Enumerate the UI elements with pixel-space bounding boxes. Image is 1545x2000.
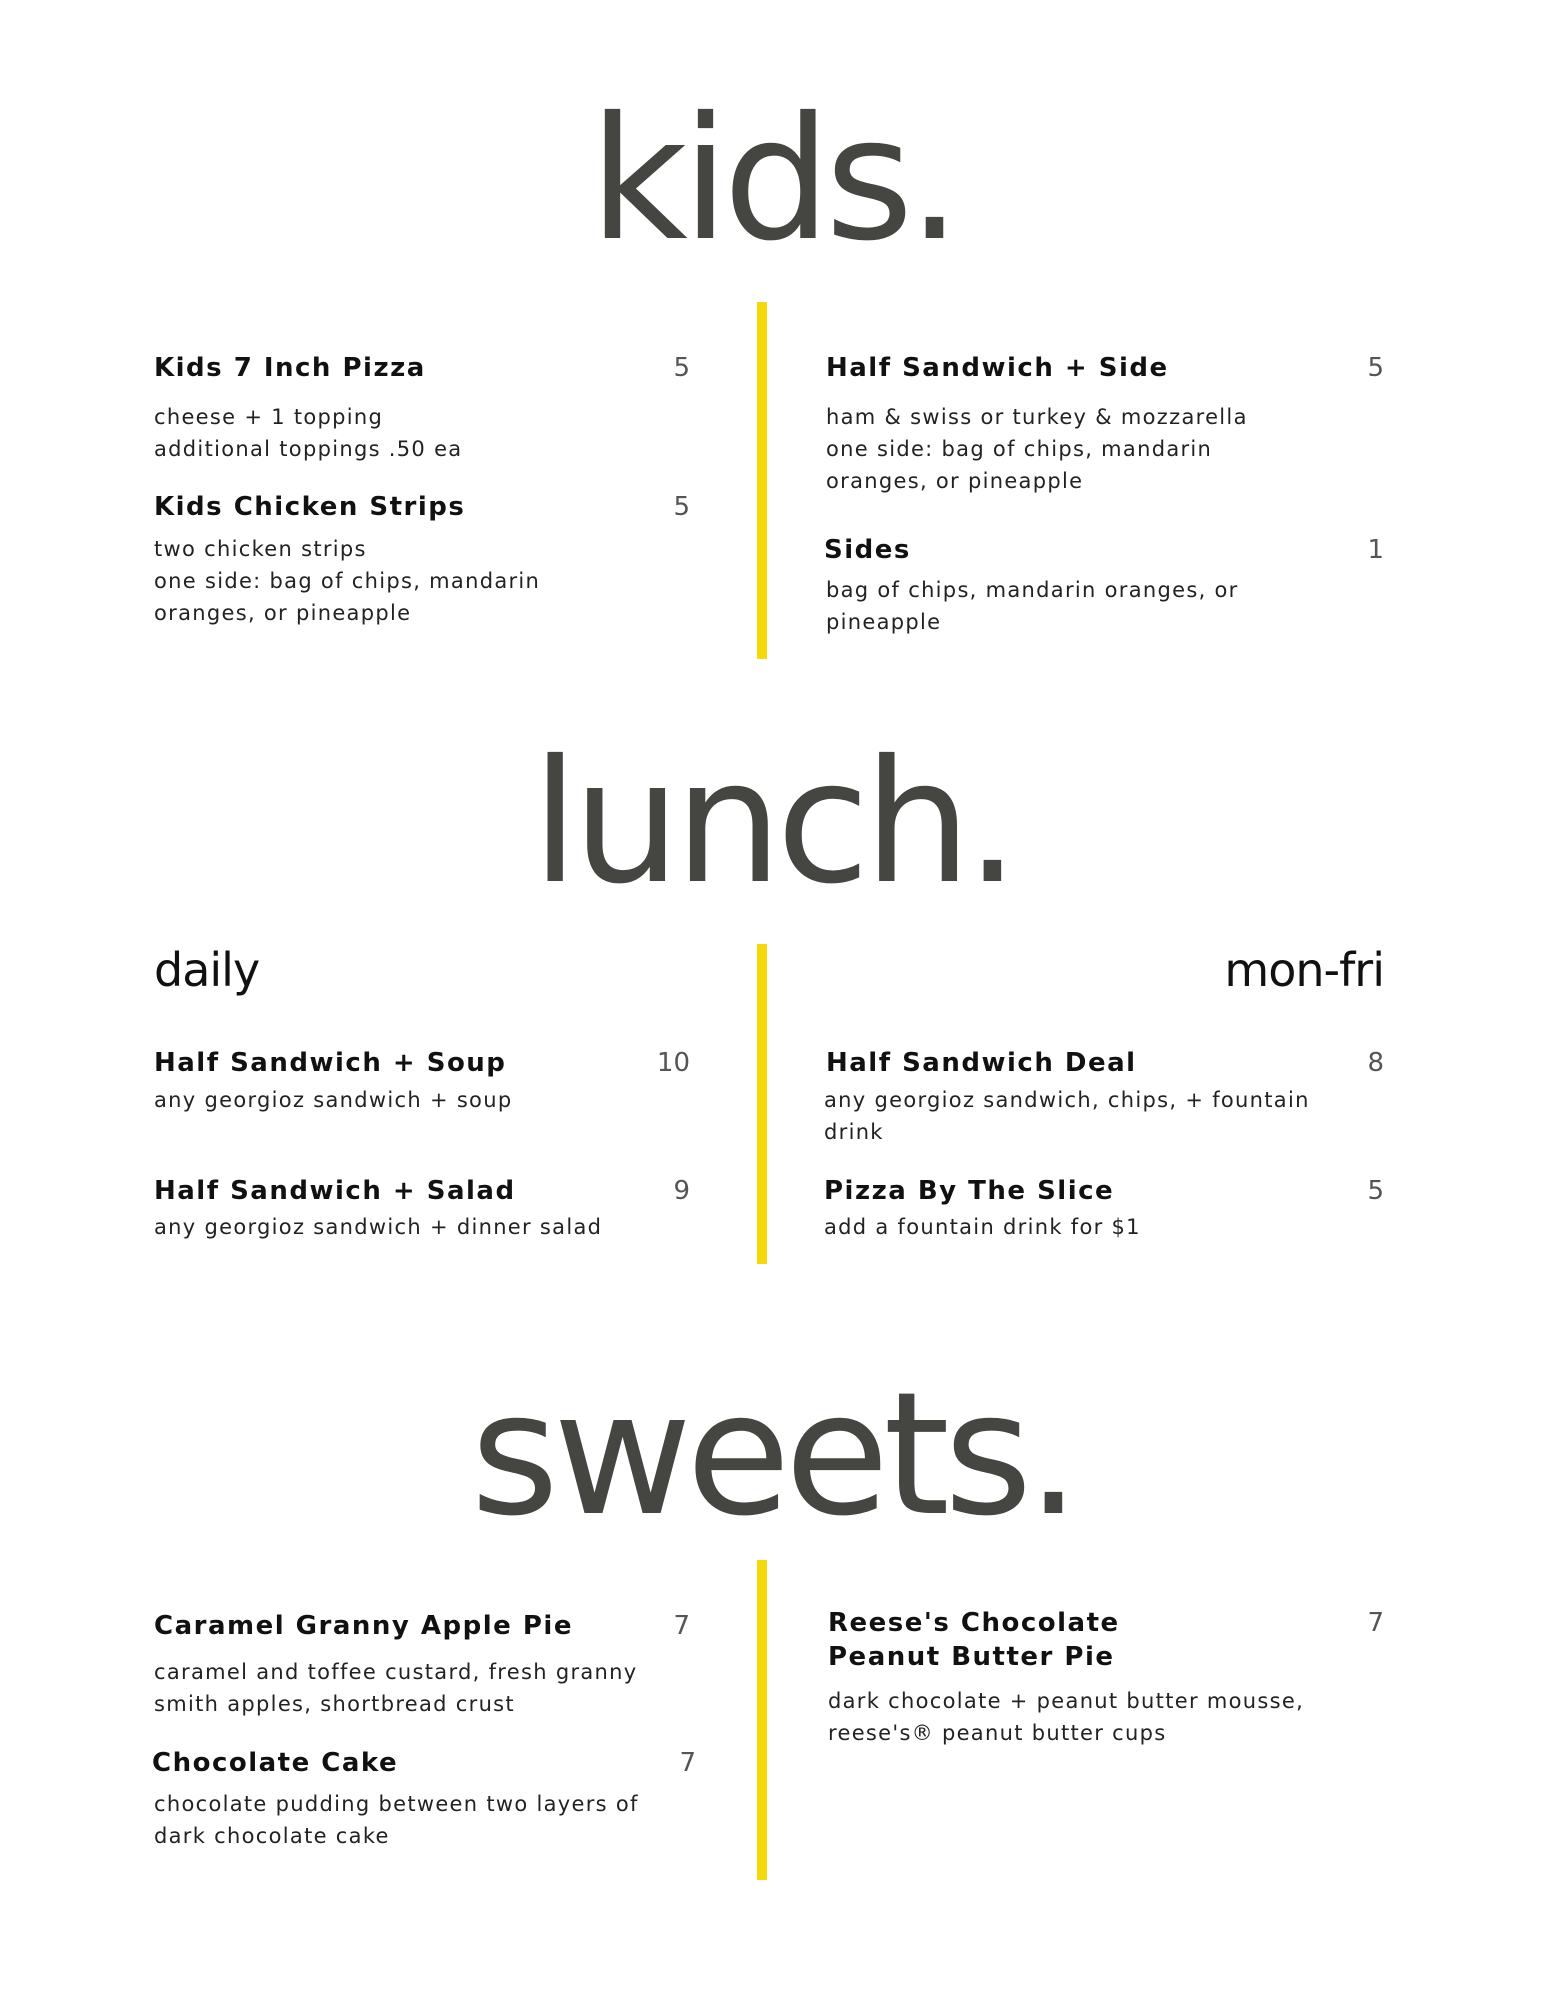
kids-pizza-price: 5 — [673, 353, 690, 383]
kids-pizza-desc: cheese + 1 topping additional toppings .50 ea — [154, 405, 463, 461]
lunch-half-sandwich-deal-desc: any georgioz sandwich, chips, + fountain drink — [824, 1088, 1310, 1144]
lunch-half-sandwich-salad-price: 9 — [673, 1176, 690, 1206]
kids-sides-name: Sides — [824, 535, 911, 565]
sweets-reeses-pie-desc: dark chocolate + peanut butter mousse, reese's® peanut butter cups — [828, 1689, 1305, 1745]
lunch-half-sandwich-salad-desc: any georgioz sandwich + dinner salad — [154, 1215, 603, 1239]
sweets-divider — [757, 1560, 767, 1880]
kids-chicken-strips-desc: two chicken strips one side: bag of chips, mandarin oranges, or pineapple — [154, 537, 541, 625]
sweets-reeses-pie-name: Reese's Chocolate Peanut Butter Pie — [828, 1608, 1120, 1672]
sweets-chocolate-cake-price: 7 — [679, 1748, 696, 1778]
lunch-section-title: lunch. — [531, 724, 1014, 922]
sweets-apple-pie-price: 7 — [673, 1611, 690, 1641]
kids-pizza-name: Kids 7 Inch Pizza — [154, 353, 426, 383]
kids-half-sandwich-side-name: Half Sandwich + Side — [826, 353, 1169, 383]
sweets-section-title: sweets. — [470, 1356, 1075, 1554]
kids-chicken-strips-price: 5 — [673, 492, 690, 522]
sweets-apple-pie-desc: caramel and toffee custard, fresh granny smith apples, shortbread crust — [154, 1660, 638, 1716]
lunch-daily-heading: daily — [154, 943, 260, 997]
sweets-reeses-pie-price: 7 — [1367, 1608, 1384, 1638]
lunch-pizza-slice-name: Pizza By The Slice — [824, 1176, 1115, 1206]
lunch-pizza-slice-desc: add a fountain drink for $1 — [824, 1215, 1141, 1239]
lunch-half-sandwich-deal-name: Half Sandwich Deal — [826, 1048, 1137, 1078]
lunch-pizza-slice-price: 5 — [1367, 1176, 1384, 1206]
kids-half-sandwich-side-desc: ham & swiss or turkey & mozzarella one side: bag of chips, mandarin oranges, or pineapple — [826, 405, 1248, 493]
kids-section-title: kids. — [589, 81, 956, 279]
sweets-chocolate-cake-desc: chocolate pudding between two layers of dark chocolate cake — [154, 1792, 639, 1848]
lunch-half-sandwich-soup-price: 10 — [656, 1048, 690, 1078]
kids-half-sandwich-side-price: 5 — [1367, 353, 1384, 383]
lunch-half-sandwich-salad-name: Half Sandwich + Salad — [154, 1176, 516, 1206]
lunch-half-sandwich-soup-desc: any georgioz sandwich + soup — [154, 1088, 513, 1112]
sweets-apple-pie-name: Caramel Granny Apple Pie — [154, 1611, 573, 1641]
kids-divider — [757, 302, 767, 659]
sweets-chocolate-cake-name: Chocolate Cake — [152, 1748, 399, 1778]
lunch-half-sandwich-deal-price: 8 — [1367, 1048, 1384, 1078]
lunch-mon-fri-heading: mon-fri — [1224, 943, 1384, 997]
kids-chicken-strips-name: Kids Chicken Strips — [154, 492, 466, 522]
kids-sides-desc: bag of chips, mandarin oranges, or pineapple — [826, 578, 1239, 634]
lunch-half-sandwich-soup-name: Half Sandwich + Soup — [154, 1048, 507, 1078]
lunch-divider — [757, 944, 767, 1264]
kids-sides-price: 1 — [1367, 535, 1384, 565]
